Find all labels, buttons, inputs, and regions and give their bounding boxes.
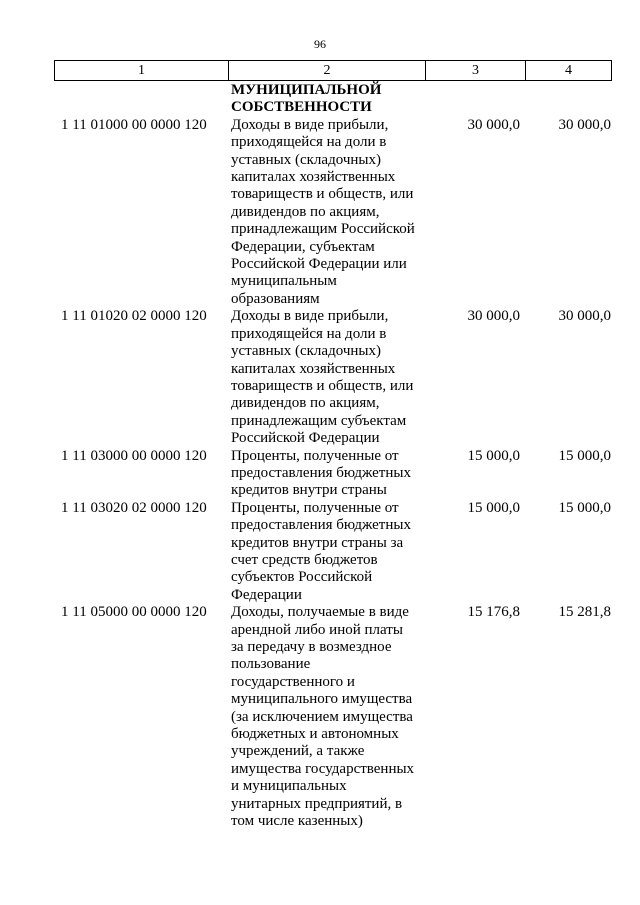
- description-line: образованиям: [231, 290, 320, 307]
- description-line: приходящейся на доли в: [231, 325, 387, 342]
- row-code: 1 11 01020 02 0000 120: [61, 308, 207, 325]
- description-line: принадлежащим субъектам: [231, 412, 407, 429]
- table-row: [54, 500, 611, 604]
- page-number: 96: [314, 37, 326, 51]
- description-line: кредитов внутри страны: [231, 482, 387, 499]
- description-line: субъектов Российской: [231, 569, 373, 586]
- row-description: [228, 500, 424, 604]
- row-code: 1 11 01000 00 0000 120: [61, 116, 207, 133]
- description-line: арендной либо иной платы: [231, 621, 403, 638]
- description-line: уставных (складочных): [231, 343, 381, 360]
- row-value-col4: 30 000,0: [558, 308, 611, 325]
- description-line: и муниципальных: [231, 778, 347, 795]
- description-line: предоставления бюджетных: [231, 517, 411, 534]
- description-line: учреждений, а также: [231, 743, 365, 760]
- header-col-2: 2: [229, 61, 426, 81]
- row-value-col3: 15 000,0: [467, 499, 520, 516]
- description-line: товариществ и обществ, или: [231, 377, 414, 394]
- description-line: пользование: [231, 656, 311, 673]
- description-line: дивидендов по акциям,: [231, 395, 380, 412]
- row-value-col4: 15 000,0: [558, 447, 611, 464]
- row-value-col3: 15 176,8: [467, 604, 520, 621]
- continuation-name: МУНИЦИПАЛЬНОЙ СОБСТВЕННОСТИ: [231, 82, 382, 116]
- description-line: капиталах хозяйственных: [231, 169, 396, 186]
- description-line: приходящейся на доли в: [231, 134, 387, 151]
- description-line: Российской Федерации: [231, 430, 380, 447]
- description-line: (за исключением имущества: [231, 708, 413, 725]
- description-line: товариществ и обществ, или: [231, 186, 414, 203]
- description-line: унитарных предприятий, в: [231, 795, 403, 812]
- row-value-col4: 15 000,0: [558, 499, 611, 516]
- row-code: 1 11 03020 02 0000 120: [61, 499, 207, 516]
- description-line: счет средств бюджетов: [231, 551, 378, 568]
- description-line: том числе казенных): [231, 813, 363, 830]
- description-line: муниципальным: [231, 273, 337, 290]
- description-line: Доходы в виде прибыли,: [231, 116, 389, 133]
- table-body: [54, 82, 611, 830]
- description-line: Российской Федерации или: [231, 256, 407, 273]
- row-description: [228, 448, 424, 500]
- description-line: Доходы в виде прибыли,: [231, 308, 389, 325]
- row-value-col3: 15 000,0: [467, 447, 520, 464]
- description-line: имущества государственных: [231, 760, 415, 777]
- header-col-1: 1: [55, 61, 229, 81]
- row-value-col3: 30 000,0: [467, 116, 520, 133]
- description-line: муниципального имущества: [231, 691, 413, 708]
- description-line: Федерации, субъектам: [231, 238, 375, 255]
- description-line: дивидендов по акциям,: [231, 203, 380, 220]
- description-line: предоставления бюджетных: [231, 464, 411, 481]
- description-line: государственного и: [231, 673, 355, 690]
- table-rows: [54, 117, 611, 831]
- description-line: бюджетных и автономных: [231, 726, 399, 743]
- table-header: [54, 60, 612, 81]
- description-line: Проценты, полученные от: [231, 499, 399, 516]
- table-row: [54, 308, 611, 447]
- table-row: [54, 117, 611, 308]
- description-line: Проценты, полученные от: [231, 447, 399, 464]
- description-line: капиталах хозяйственных: [231, 360, 396, 377]
- row-value-col3: 30 000,0: [467, 308, 520, 325]
- row-description: [228, 604, 424, 830]
- description-line: Доходы, получаемые в виде: [231, 604, 409, 621]
- description-line: кредитов внутри страны за: [231, 534, 404, 551]
- header-col-3: 3: [426, 61, 526, 81]
- description-line: уставных (складочных): [231, 151, 381, 168]
- row-value-col4: 15 281,8: [558, 604, 611, 621]
- row-code: 1 11 03000 00 0000 120: [61, 447, 207, 464]
- description-line: Федерации: [231, 586, 302, 603]
- description-line: за передачу в возмездное: [231, 639, 392, 655]
- header-col-4: 4: [526, 61, 612, 81]
- row-code: 1 11 05000 00 0000 120: [61, 604, 207, 621]
- row-value-col4: 30 000,0: [558, 116, 611, 133]
- table-row-continuation: [54, 82, 611, 117]
- description-line: принадлежащим Российской: [231, 221, 415, 238]
- row-description: [228, 308, 424, 447]
- row-description: [228, 117, 424, 308]
- table-row: [54, 604, 611, 830]
- table-row: [54, 448, 611, 500]
